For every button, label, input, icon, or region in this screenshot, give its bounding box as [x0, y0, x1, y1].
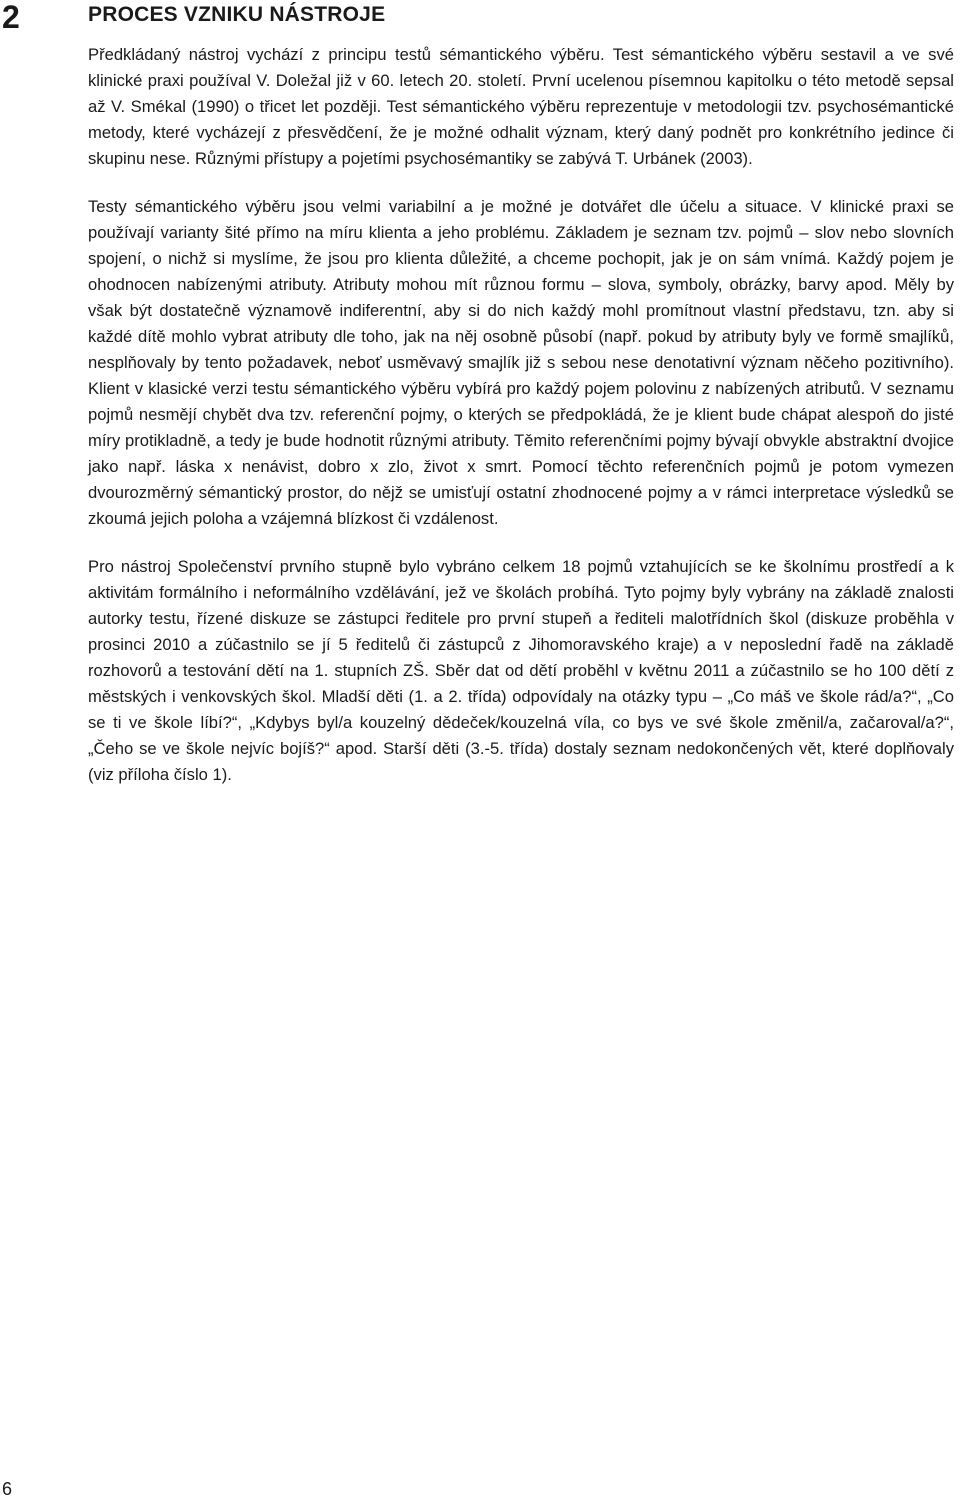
paragraph-tool-concepts: Pro nástroj Společenství prvního stupně bylo vybráno celkem 18 pojmů vztahujících se ke školnímu prostředí a k aktivitám formálního i neformálního vzdělávání, jež ve školách probíhá. Tyto pojmy byly vybrány na základě znalosti autorky testu, řízené diskuze se zástupci ředitele pro první stupeň a řediteli malotřídních škol (diskuze proběhla v prosinci 2010 a zúčastnilo se jí 5 ředitelů či zástupců z Jihomoravského kraje) a v neposlední řadě na základě rozhovorů a testování dětí na 1. stupních ZŠ. Sběr dat od dětí proběhl v květnu 2011 a zúčastnilo se ho 100 dětí z městských i venkovských škol. Mladší děti (1. a 2. třída) odpovídaly na otázky typu – „Co máš ve škole rád/a?“, „Co se ti ve škole líbí?“, „Kdybys byl/a kouzelný dědeček/kouzelná víla, co bys ve své škole změnil/a, začaroval/a?“, „Čeho se ve škole nejvíc bojíš?“ apod. Starší děti (3.-5. třída) dostaly seznam nedokončených vět, které doplňovaly (viz příloha číslo 1). — [88, 557, 954, 784]
body-text — [88, 42, 954, 810]
page-number: 6 — [2, 1479, 13, 1499]
paragraph-semantic-tests: Testy sémantického výběru jsou velmi variabilní a je možné je dotvářet dle účelu a situace. V klinické praxi se používají varianty šité přímo na míru klienta a jeho problému. Základem je seznam tzv. pojmů – slov nebo slovních spojení, o nichž si myslíme, že jsou pro klienta důležité, a chceme pochopit, jak je on sám vnímá. Každý pojem je ohodnocen nabízenými atributy. Atributy mohou mít různou formu – slova, symboly, obrázky, barvy apod. Měly by však být dostatečně významově indiferentní, aby si do nich každý mohl promítnout vlastní představu, tzn. aby si každé dítě mohlo vybrat atributy dle toho, jak na něj osobně působí (např. pokud by atributy byly ve formě smajlíků, nesplňovaly by tento požadavek, neboť usměvavý smajlík již s sebou nese denotativní význam něčeho pozitivního). Klient v klasické verzi testu sémantického výběru vybírá pro každý pojem polovinu z nabízených atributů. V seznamu pojmů nesmějí chybět dva tzv. referenční pojmy, o kterých se předpokládá, že je klient bude chápat alespoň do jisté míry protikladně, a tedy je bude hodnotit různými atributy. Těmito referenčními pojmy bývají obvykle abstraktní dvojice jako např. láska x nenávist, dobro x zlo, život x smrt. Pomocí těchto referenčních pojmů je potom vymezen dvourozměrný sémantický prostor, do nějž se umisťují ostatní zhodnocené pojmy a v rámci interpretace výsledků se zkoumá jejich poloha a vzájemná blízkost či vzdálenost. — [88, 197, 954, 528]
chapter-title: PROCES VZNIKU NÁSTROJE — [88, 3, 386, 26]
paragraph-intro: Předkládaný nástroj vychází z principu testů sémantického výběru. Test sémantického výběru sestavil a ve své klinické praxi používal V. Doležal již v 60. letech 20. století. První ucelenou písemnou kapitolku o této metodě sepsal až V. Smékal (1990) o třicet let později. Test sémantického výběru reprezentuje v metodologii tzv. psychosémantické metody, které vycházejí z přesvědčení, že je možné odhalit význam, který daný podnět pro konkrétního jedince či skupinu nese. Různými přístupy a pojetími psychosémantiky se zabývá T. Urbánek (2003). — [88, 45, 954, 168]
chapter-number: 2 — [2, 0, 20, 35]
